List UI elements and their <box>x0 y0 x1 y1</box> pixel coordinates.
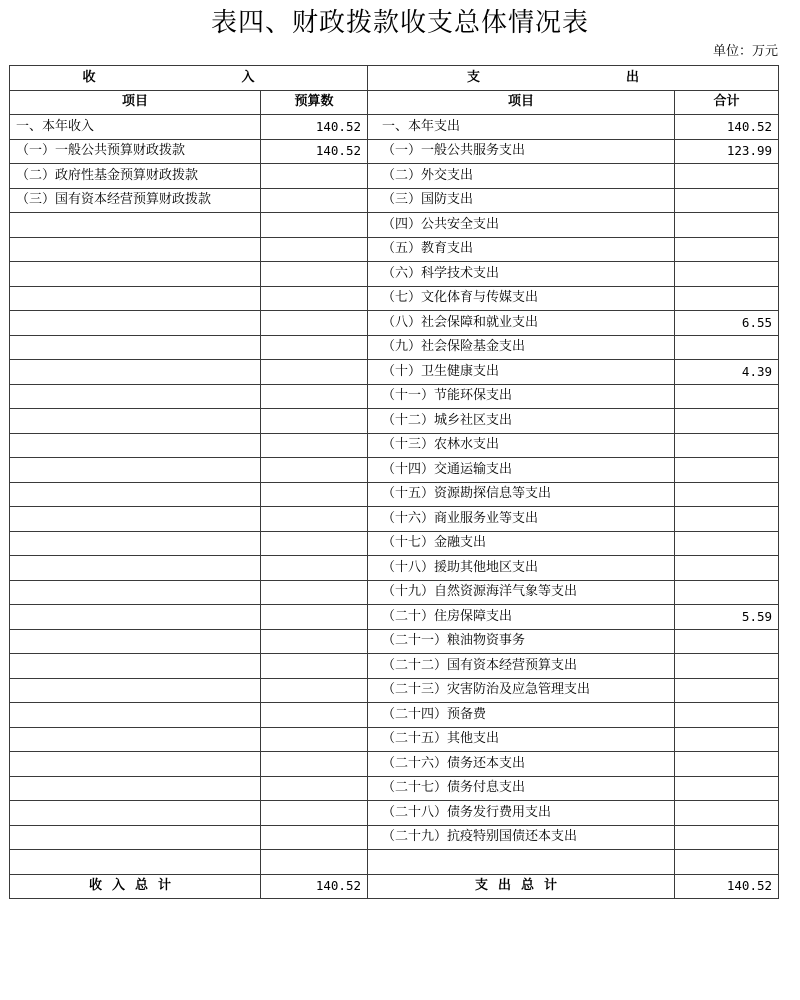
table-row <box>10 213 779 238</box>
income-value-cell: 140.52 <box>261 139 368 164</box>
expense-item-cell: （二十）住房保障支出 <box>368 605 675 630</box>
table-row <box>10 556 779 581</box>
expense-value-cell <box>675 237 779 262</box>
expense-value-cell <box>675 384 779 409</box>
expense-item-cell: （十九）自然资源海洋气象等支出 <box>368 580 675 605</box>
expense-item-cell: （二十一）粮油物资事务 <box>368 629 675 654</box>
expense-item-header: 项目 <box>368 90 675 115</box>
income-item-cell <box>10 262 261 287</box>
income-section-header: 收 入 <box>10 66 368 91</box>
expense-item-cell: （一）一般公共服务支出 <box>368 139 675 164</box>
table-row <box>10 801 779 826</box>
expense-value-cell <box>675 801 779 826</box>
expense-total-header: 合计 <box>675 90 779 115</box>
table-row <box>10 262 779 287</box>
expense-item-cell: （二十八）债务发行费用支出 <box>368 801 675 826</box>
expense-value-cell <box>675 752 779 777</box>
income-value-cell <box>261 311 368 336</box>
expense-value-cell: 140.52 <box>675 115 779 140</box>
income-value-cell <box>261 213 368 238</box>
income-value-cell <box>261 580 368 605</box>
income-item-cell: （一）一般公共预算财政拨款 <box>10 139 261 164</box>
expense-item-cell: （四）公共安全支出 <box>368 213 675 238</box>
income-value-cell <box>261 384 368 409</box>
header-row-sections <box>10 66 779 91</box>
table-row <box>10 115 779 140</box>
expense-value-cell: 4.39 <box>675 360 779 385</box>
income-value-cell <box>261 629 368 654</box>
income-item-cell <box>10 850 261 875</box>
budget-table <box>9 65 779 899</box>
expense-item-cell: （九）社会保险基金支出 <box>368 335 675 360</box>
income-value-cell: 140.52 <box>261 115 368 140</box>
table-row <box>10 629 779 654</box>
expense-value-cell <box>675 629 779 654</box>
income-value-cell <box>261 433 368 458</box>
total-row <box>10 874 779 899</box>
income-item-cell <box>10 776 261 801</box>
expense-item-cell: （十八）援助其他地区支出 <box>368 556 675 581</box>
income-value-cell <box>261 335 368 360</box>
income-value-cell <box>261 262 368 287</box>
income-item-cell <box>10 433 261 458</box>
income-item-cell <box>10 384 261 409</box>
expense-value-cell <box>675 678 779 703</box>
table-row <box>10 188 779 213</box>
income-item-cell <box>10 825 261 850</box>
expense-total-label: 支出总计 <box>368 874 675 899</box>
income-value-cell <box>261 752 368 777</box>
income-item-cell <box>10 409 261 434</box>
income-item-cell <box>10 703 261 728</box>
expense-item-cell: （八）社会保障和就业支出 <box>368 311 675 336</box>
expense-value-cell <box>675 164 779 189</box>
income-total-label: 收入总计 <box>10 874 261 899</box>
income-value-cell <box>261 654 368 679</box>
income-value-cell <box>261 507 368 532</box>
income-value-cell <box>261 556 368 581</box>
page-title: 表四、财政拨款收支总体情况表 <box>210 8 589 38</box>
income-item-cell <box>10 213 261 238</box>
table-row <box>10 360 779 385</box>
income-value-cell <box>261 409 368 434</box>
income-item-cell <box>10 335 261 360</box>
income-item-cell <box>10 654 261 679</box>
income-item-cell <box>10 482 261 507</box>
income-value-cell <box>261 531 368 556</box>
income-value-cell <box>261 703 368 728</box>
income-item-cell <box>10 286 261 311</box>
expense-value-cell <box>675 507 779 532</box>
expense-item-cell: （十一）节能环保支出 <box>368 384 675 409</box>
income-item-cell: 一、本年收入 <box>10 115 261 140</box>
expense-item-cell: （十四）交通运输支出 <box>368 458 675 483</box>
expense-item-cell: （十二）城乡社区支出 <box>368 409 675 434</box>
header-row-columns <box>10 90 779 115</box>
expense-value-cell <box>675 825 779 850</box>
income-item-cell <box>10 629 261 654</box>
income-value-cell <box>261 605 368 630</box>
expense-value-cell <box>675 286 779 311</box>
income-value-cell <box>261 801 368 826</box>
income-value-cell <box>261 164 368 189</box>
expense-item-cell: （十七）金融支出 <box>368 531 675 556</box>
income-value-cell <box>261 776 368 801</box>
expense-item-cell: （六）科学技术支出 <box>368 262 675 287</box>
expense-value-cell <box>675 482 779 507</box>
income-item-cell <box>10 458 261 483</box>
table-row <box>10 727 779 752</box>
expense-item-cell: （十六）商业服务业等支出 <box>368 507 675 532</box>
expense-value-cell <box>675 556 779 581</box>
table-row <box>10 654 779 679</box>
income-value-cell <box>261 237 368 262</box>
table-row <box>10 531 779 556</box>
expense-item-cell: （二十二）国有资本经营预算支出 <box>368 654 675 679</box>
expense-item-cell: （二十四）预备费 <box>368 703 675 728</box>
expense-value-cell <box>675 213 779 238</box>
income-value-cell <box>261 286 368 311</box>
income-item-cell <box>10 360 261 385</box>
income-value-cell <box>261 360 368 385</box>
income-item-cell <box>10 237 261 262</box>
income-item-cell <box>10 311 261 336</box>
table-row <box>10 286 779 311</box>
table-row <box>10 433 779 458</box>
income-item-cell <box>10 801 261 826</box>
income-item-header: 项目 <box>10 90 261 115</box>
income-value-cell <box>261 727 368 752</box>
income-value-cell <box>261 458 368 483</box>
table-row <box>10 825 779 850</box>
income-item-cell: （二）政府性基金预算财政拨款 <box>10 164 261 189</box>
table-row <box>10 409 779 434</box>
table-row <box>10 752 779 777</box>
expense-value-cell <box>675 727 779 752</box>
expense-item-cell: （十三）农林水支出 <box>368 433 675 458</box>
expense-value-cell <box>675 850 779 875</box>
income-value-cell <box>261 678 368 703</box>
table-row <box>10 678 779 703</box>
expense-item-cell: （七）文化体育与传媒支出 <box>368 286 675 311</box>
table-row <box>10 703 779 728</box>
table-row <box>10 384 779 409</box>
table-row <box>10 580 779 605</box>
expense-value-cell <box>675 188 779 213</box>
expense-item-cell <box>368 850 675 875</box>
table-row <box>10 164 779 189</box>
expense-value-cell <box>675 580 779 605</box>
income-item-cell: （三）国有资本经营预算财政拨款 <box>10 188 261 213</box>
income-item-cell <box>10 727 261 752</box>
expense-value-cell <box>675 262 779 287</box>
expense-value-cell: 5.59 <box>675 605 779 630</box>
expense-item-cell: （二十七）债务付息支出 <box>368 776 675 801</box>
table-row <box>10 335 779 360</box>
unit-label: 单位：万元 <box>712 44 778 59</box>
expense-item-cell: （十五）资源勘探信息等支出 <box>368 482 675 507</box>
expense-item-cell: （三）国防支出 <box>368 188 675 213</box>
table-row <box>10 458 779 483</box>
expense-value-cell <box>675 335 779 360</box>
income-item-cell <box>10 678 261 703</box>
expense-item-cell: （二十九）抗疫特别国债还本支出 <box>368 825 675 850</box>
expense-value-cell <box>675 409 779 434</box>
expense-value-cell <box>675 458 779 483</box>
expense-total-value: 140.52 <box>675 874 779 899</box>
expense-value-cell <box>675 531 779 556</box>
expense-item-cell: （二十三）灾害防治及应急管理支出 <box>368 678 675 703</box>
income-total-value: 140.52 <box>261 874 368 899</box>
income-value-cell <box>261 825 368 850</box>
expense-value-cell <box>675 433 779 458</box>
expense-item-cell: （二十六）债务还本支出 <box>368 752 675 777</box>
table-row <box>10 507 779 532</box>
expense-value-cell <box>675 776 779 801</box>
income-value-cell <box>261 188 368 213</box>
expense-item-cell: （五）教育支出 <box>368 237 675 262</box>
table-row <box>10 237 779 262</box>
expense-value-cell: 123.99 <box>675 139 779 164</box>
table-row <box>10 139 779 164</box>
expense-item-cell: （二）外交支出 <box>368 164 675 189</box>
income-item-cell <box>10 605 261 630</box>
expense-item-cell: （十）卫生健康支出 <box>368 360 675 385</box>
income-item-cell <box>10 556 261 581</box>
expense-item-cell: （二十五）其他支出 <box>368 727 675 752</box>
income-item-cell <box>10 531 261 556</box>
income-budget-header: 预算数 <box>261 90 368 115</box>
income-item-cell <box>10 580 261 605</box>
expense-value-cell <box>675 703 779 728</box>
income-value-cell <box>261 482 368 507</box>
table-row <box>10 776 779 801</box>
table-row <box>10 482 779 507</box>
expense-value-cell: 6.55 <box>675 311 779 336</box>
income-item-cell <box>10 507 261 532</box>
table-row <box>10 605 779 630</box>
table-row <box>10 311 779 336</box>
expense-value-cell <box>675 654 779 679</box>
income-item-cell <box>10 752 261 777</box>
expense-item-cell: 一、本年支出 <box>368 115 675 140</box>
table-row <box>10 850 779 875</box>
income-value-cell <box>261 850 368 875</box>
expense-section-header: 支 出 <box>368 66 779 91</box>
